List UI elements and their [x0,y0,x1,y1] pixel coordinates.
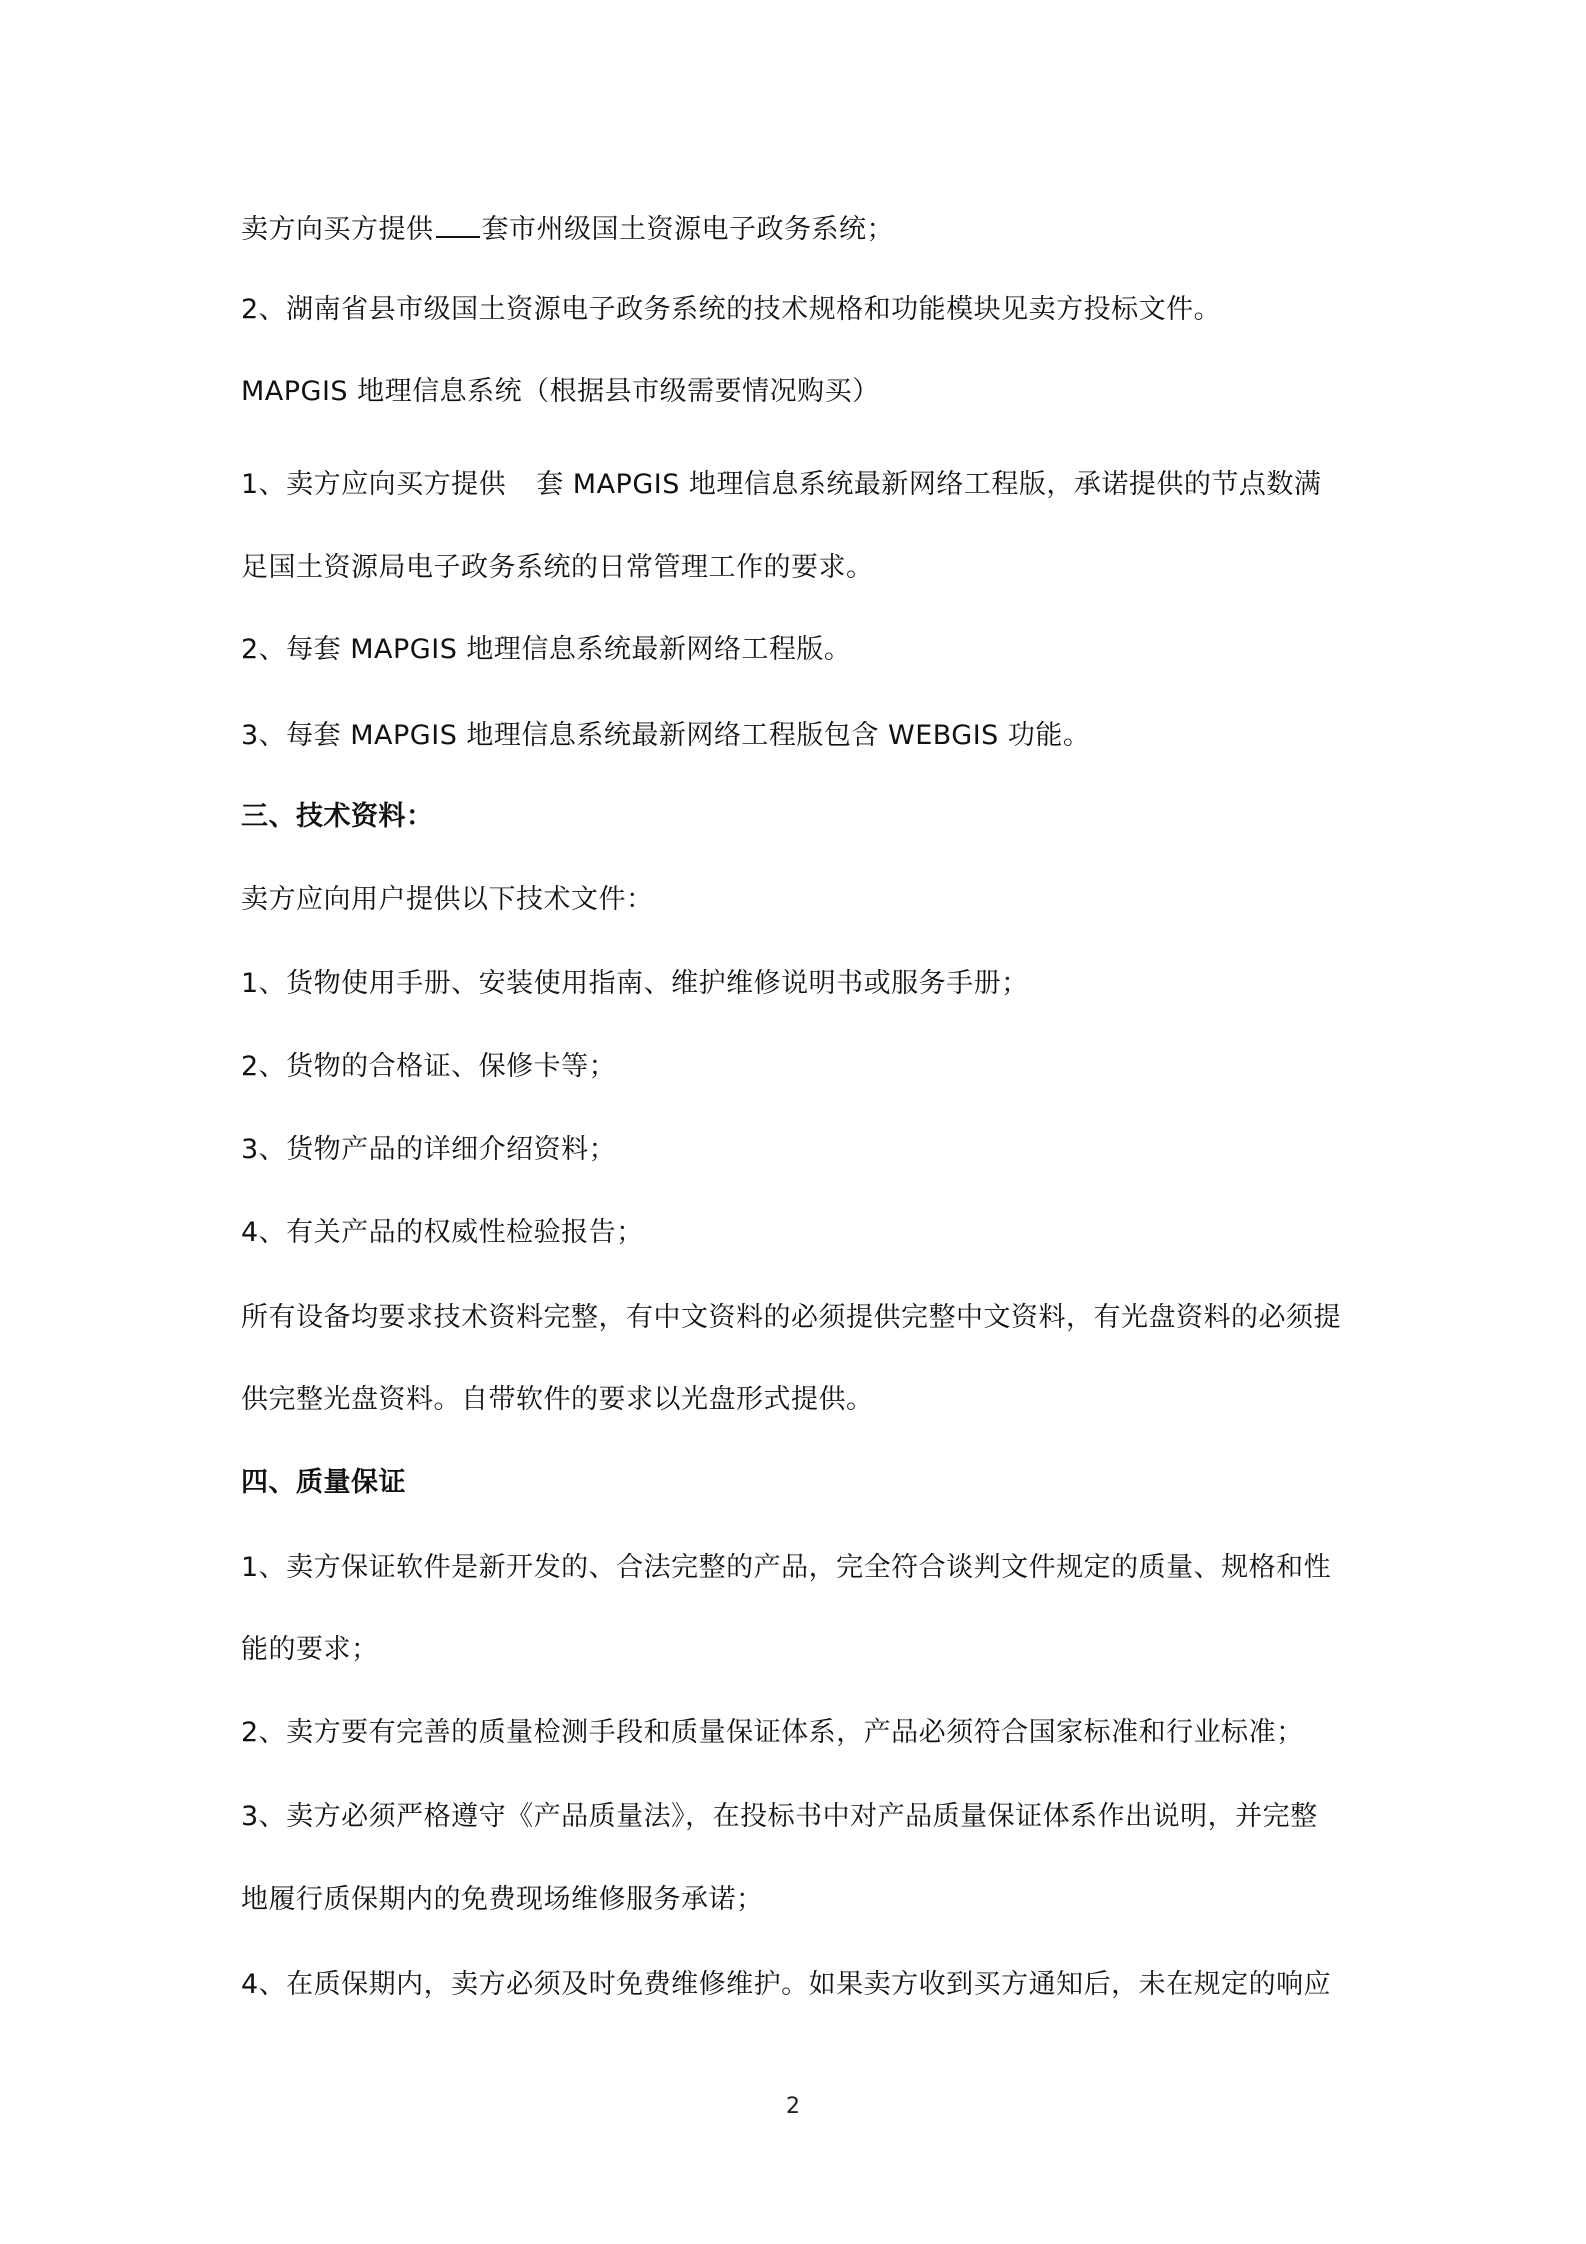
text-line-pre: 1、卖方应向买方提供 [241,469,507,500]
text-line-post: 套市州级国土资源电子政务系统； [481,214,894,245]
list-item: 1、货物使用手册、安装使用指南、维护维修说明书或服务手册； [241,968,1029,999]
list-item: 2、卖方要有完善的质量检测手段和质量保证体系，产品必须符合国家标准和行业标准； [241,1717,1304,1748]
text-line-pre: 卖方向买方提供 [241,214,434,245]
text-line-system-count [241,208,1357,250]
text-line: 能的要求； [241,1634,379,1665]
list-item: 4、有关产品的权威性检验报告； [241,1217,644,1248]
text-line: 所有设备均要求技术资料完整，有中文资料的必须提供完整中文资料，有光盘资料的必须提 [241,1302,1341,1333]
list-item: 4、在质保期内，卖方必须及时免费维修维护。如果卖方收到买方通知后，未在规定的响应 [241,1969,1332,2000]
section-heading-mapgis: MAPGIS 地理信息系统（根据县市级需要情况购买） [241,376,880,407]
text-line: 足国土资源局电子政务系统的日常管理工作的要求。 [241,552,874,583]
text-line-post: 套 MAPGIS 地理信息系统最新网络工程版，承诺提供的节点数满 [536,469,1322,500]
blank-underline [436,208,480,238]
text-line: 卖方应向用户提供以下技术文件： [241,884,654,915]
text-line: 3、每套 MAPGIS 地理信息系统最新网络工程版包含 WEBGIS 功能。 [241,720,1091,751]
list-item: 3、卖方必须严格遵守《产品质量法》，在投标书中对产品质量保证体系作出说明，并完整 [241,1801,1318,1832]
list-item: 1、卖方保证软件是新开发的、合法完整的产品，完全符合谈判文件规定的质量、规格和性 [241,1552,1332,1583]
list-item: 2、货物的合格证、保修卡等； [241,1051,617,1082]
text-line: 2、湖南省县市级国土资源电子政务系统的技术规格和功能模块见卖方投标文件。 [241,294,1222,325]
section-heading-technical-materials: 三、技术资料： [241,801,434,832]
text-line: 供完整光盘资料。自带软件的要求以光盘形式提供。 [241,1384,874,1415]
page-number: 2 [786,2094,800,2119]
section-heading-quality-assurance: 四、质量保证 [241,1467,406,1498]
text-line: 2、每套 MAPGIS 地理信息系统最新网络工程版。 [241,634,852,665]
text-line: 地履行质保期内的免费现场维修服务承诺； [241,1884,764,1915]
text-line-mapgis-count [241,465,1357,505]
list-item: 3、货物产品的详细介绍资料； [241,1134,617,1165]
